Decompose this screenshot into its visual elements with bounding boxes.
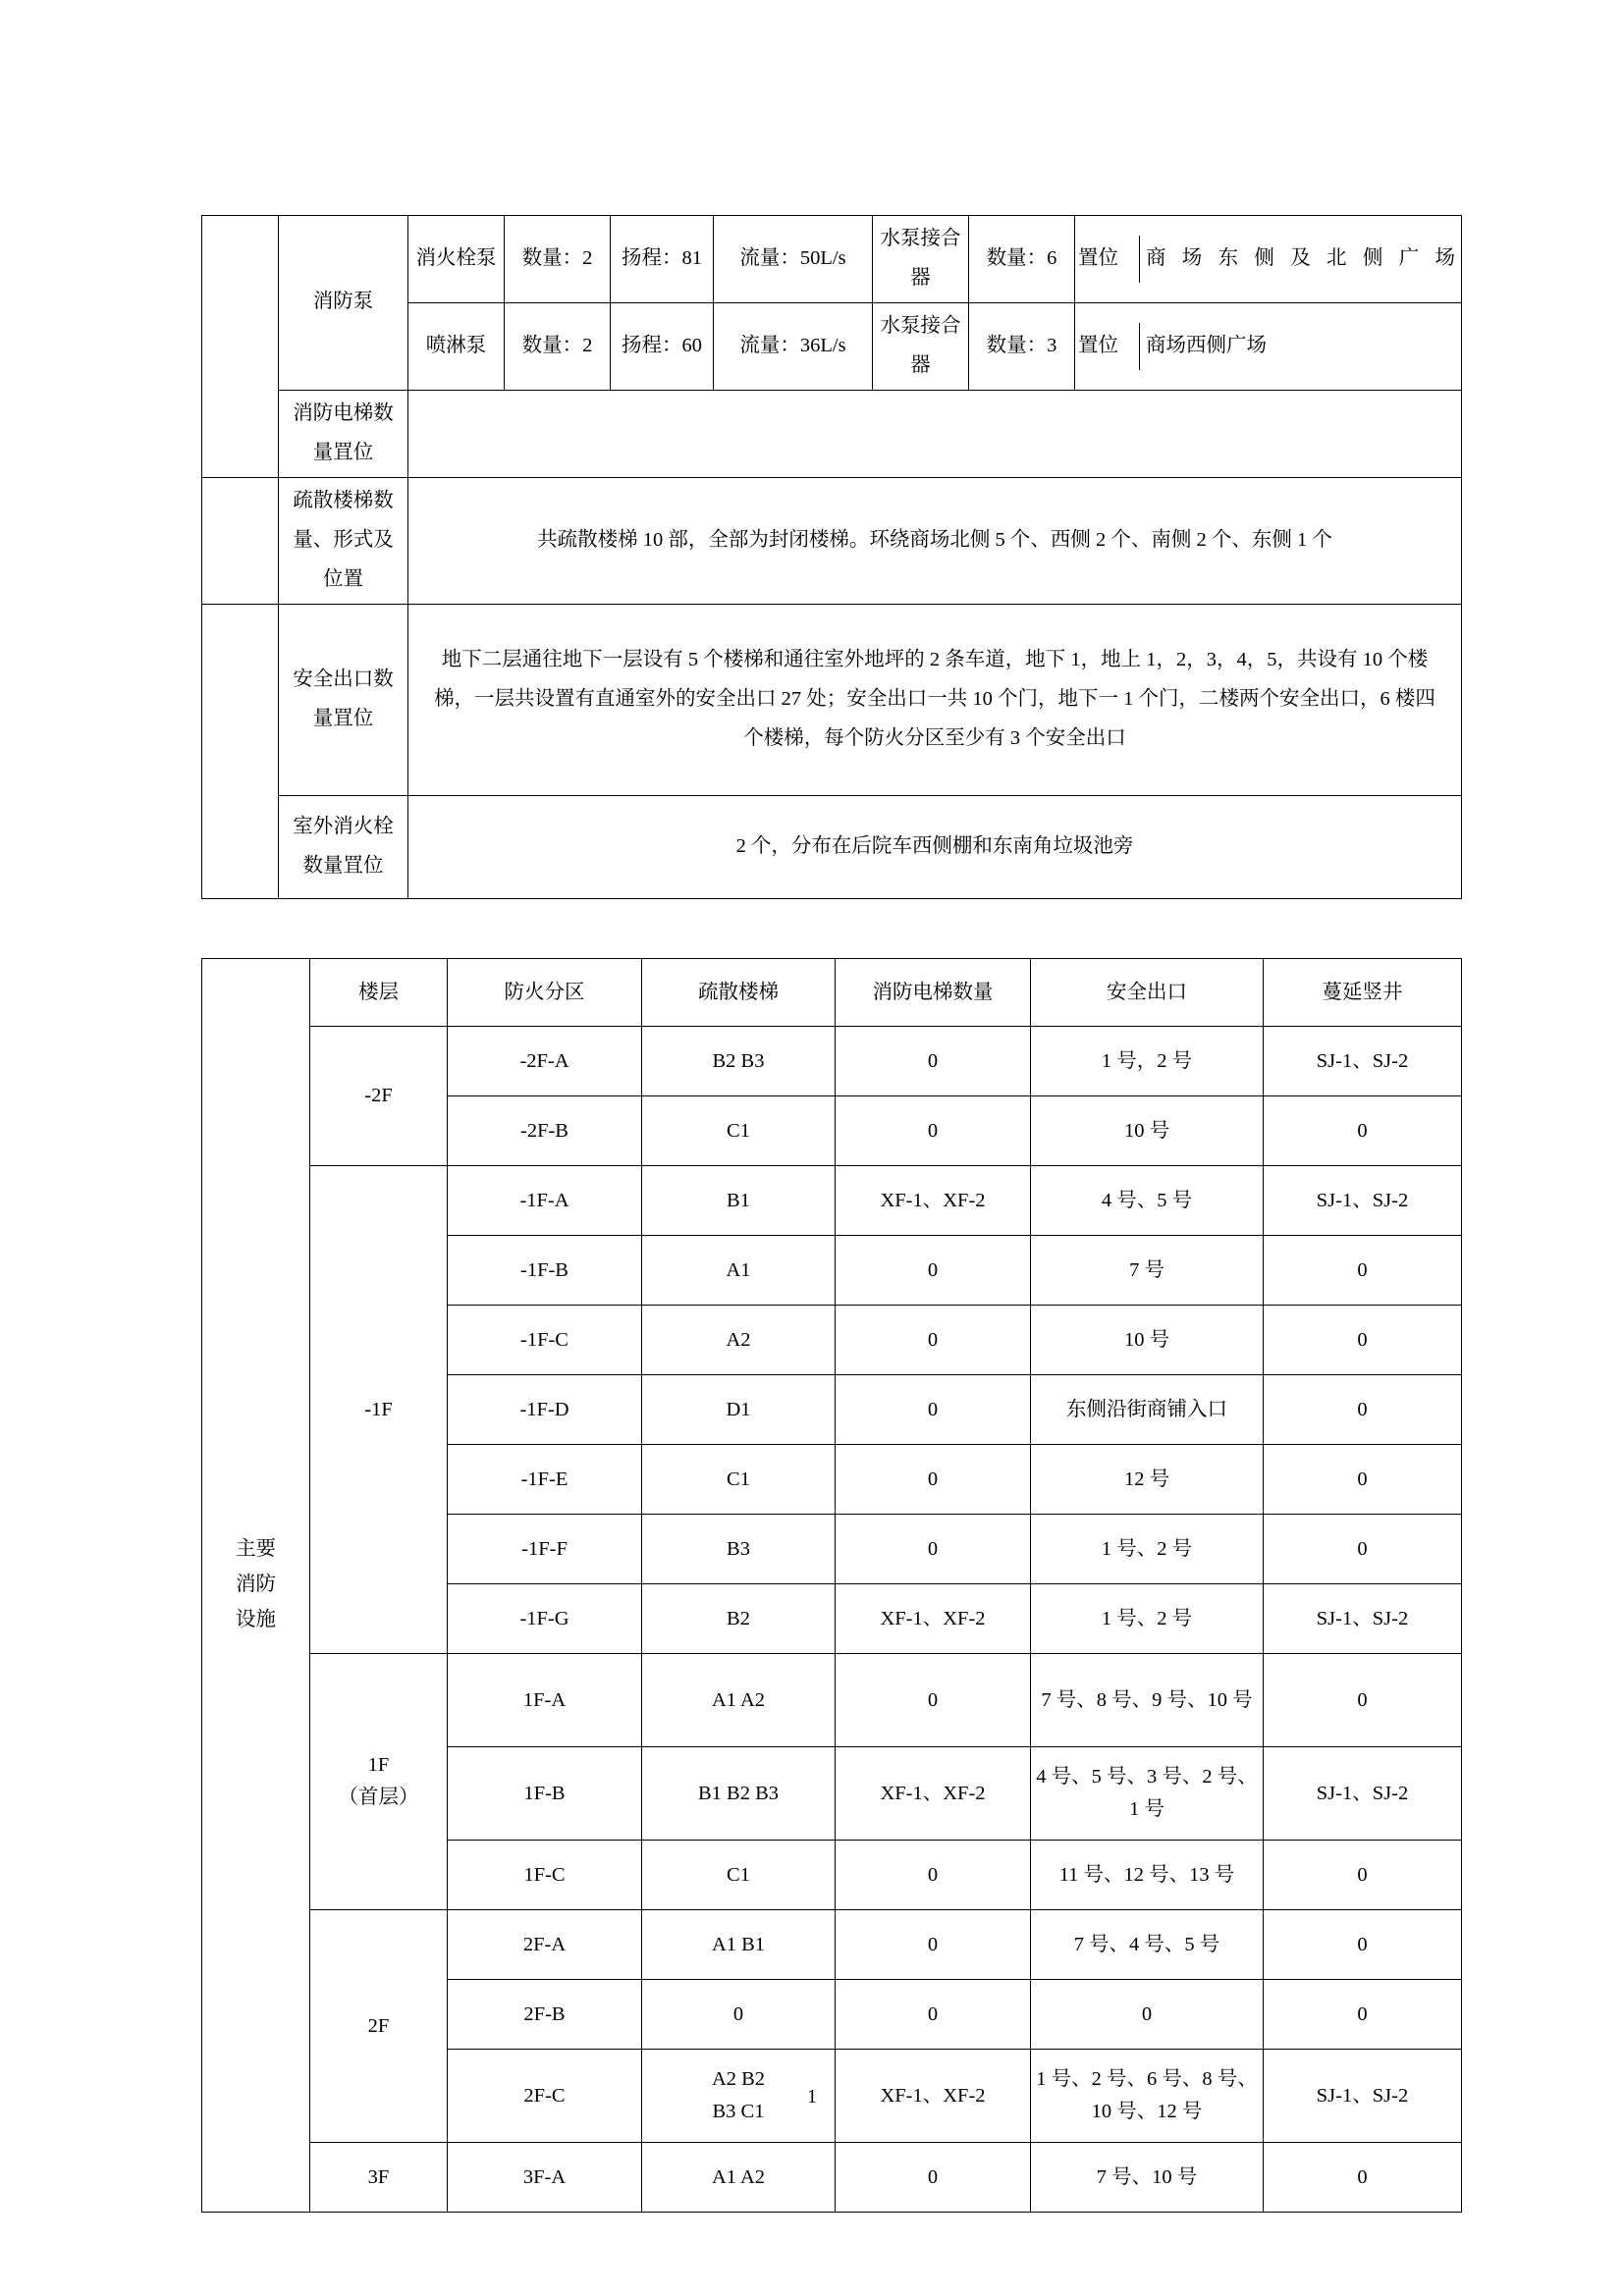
placement-label-hydrant: 置位 — [1075, 236, 1140, 283]
elevator-cell: 0 — [836, 1980, 1031, 2050]
zone-cell: 2F-C — [448, 2050, 642, 2143]
pump-placement-hydrant — [1075, 216, 1462, 303]
floor-label--1f: -1F — [310, 1166, 448, 1654]
floor-zones-table — [201, 958, 1462, 2213]
col-header-safety-exit: 安全出口 — [1031, 959, 1264, 1027]
stairs-cell: A1 — [642, 1236, 836, 1306]
exit-cell: 4 号、5 号 — [1031, 1166, 1264, 1236]
row-value-evacuation-stairs: 共疏散楼梯 10 部，全部为封闭楼梯。环绕商场北侧 5 个、西侧 2 个、南侧 2 个、东侧 1 个 — [408, 477, 1462, 604]
exit-cell: 7 号、4 号、5 号 — [1031, 1910, 1264, 1980]
stairs-cell: B1 B2 B3 — [642, 1747, 836, 1841]
shaft-cell: 0 — [1264, 1841, 1462, 1910]
pump-flow-hydrant: 流量：50L/s — [714, 216, 873, 303]
shaft-cell: 0 — [1264, 1910, 1462, 1980]
floor-label-1f-line2: （首层） — [338, 1787, 419, 1808]
exit-cell: 10 号 — [1031, 1306, 1264, 1375]
shaft-cell: 0 — [1264, 2143, 1462, 2213]
stairs-cell: 0 — [642, 1980, 836, 2050]
exit-cell: 1 号，2 号 — [1031, 1027, 1264, 1096]
zone-cell: 2F-B — [448, 1980, 642, 2050]
zone-cell: 3F-A — [448, 2143, 642, 2213]
stairs-cell: A1 A2 — [642, 1654, 836, 1747]
table-header-row — [202, 959, 1462, 1027]
elevator-cell: XF-1、XF-2 — [836, 1166, 1031, 1236]
floor-label-3f: 3F — [310, 2143, 448, 2213]
table-row — [202, 477, 1462, 604]
shaft-cell: 0 — [1264, 1654, 1462, 1747]
table-row — [202, 2143, 1462, 2213]
facilities-left-blank-cell-2 — [202, 477, 279, 604]
pump-flow-sprinkler: 流量：36L/s — [714, 302, 873, 390]
row-label-safety-exits: 安全出口数量罝位 — [279, 604, 408, 795]
row-value-safety-exits: 地下二层通往地下一层设有 5 个楼梯和通往室外地坪的 2 条车道，地下 1，地上 1，2，3，4，5，共设有 10 个楼梯，一层共设置有直通室外的安全出口 27 处；安全出口一共 10 个门，地下一 1 个门，二楼两个安全出口，6 楼四个楼梯，每个防火分区至少有 3 个安全出口 — [408, 604, 1462, 795]
zone-cell: 1F-A — [448, 1654, 642, 1747]
row-label-fire-elevator: 消防电梯数量罝位 — [279, 390, 408, 477]
facilities-left-blank-cell-3 — [202, 604, 279, 898]
elevator-cell: 0 — [836, 1027, 1031, 1096]
exit-cell: 7 号 — [1031, 1236, 1264, 1306]
pump-connector-label-hydrant: 水泵接合器 — [873, 216, 969, 303]
elevator-cell: 0 — [836, 1445, 1031, 1515]
stairs-cell: A2 — [642, 1306, 836, 1375]
table-row — [202, 216, 1462, 303]
stairs-cell: C1 — [642, 1841, 836, 1910]
zone-cell: -1F-B — [448, 1236, 642, 1306]
stairs-cell: C1 — [642, 1096, 836, 1166]
stairs-cell: B2 — [642, 1584, 836, 1654]
pump-placement-sprinkler — [1075, 302, 1462, 390]
zone-cell: -1F-D — [448, 1375, 642, 1445]
section-label-main-fire-facilities: 主要消防设施 — [202, 959, 310, 2213]
table-row — [202, 604, 1462, 795]
pump-group-label: 消防泵 — [279, 216, 408, 391]
zone-cell: -1F-F — [448, 1515, 642, 1584]
floor-label-2f: 2F — [310, 1910, 448, 2143]
exit-cell: 1 号、2 号、6 号、8 号、10 号、12 号 — [1031, 2050, 1264, 2143]
elevator-cell: XF-1、XF-2 — [836, 1584, 1031, 1654]
exit-cell: 0 — [1031, 1980, 1264, 2050]
stairs-cell: B1 — [642, 1166, 836, 1236]
col-header-floor: 楼层 — [310, 959, 448, 1027]
table-row — [202, 390, 1462, 477]
table-row — [202, 795, 1462, 898]
facilities-left-blank-cell — [202, 216, 279, 478]
pump-connector-label-sprinkler: 水泵接合器 — [873, 302, 969, 390]
table-row — [202, 1654, 1462, 1747]
elevator-cell: XF-1、XF-2 — [836, 1747, 1031, 1841]
col-header-fire-elevator-count: 消防电梯数量 — [836, 959, 1031, 1027]
floor-label-1f-line1: 1F — [367, 1754, 390, 1777]
stairs-cell: D1 — [642, 1375, 836, 1445]
exit-cell: 10 号 — [1031, 1096, 1264, 1166]
pump-head-sprinkler: 扬程：60 — [611, 302, 714, 390]
zone-cell: -1F-G — [448, 1584, 642, 1654]
placement-label-sprinkler: 置位 — [1075, 323, 1140, 370]
elevator-cell: 0 — [836, 1096, 1031, 1166]
table-row — [202, 1027, 1462, 1096]
zone-cell: -1F-C — [448, 1306, 642, 1375]
pump-quantity-hydrant: 数量：2 — [505, 216, 611, 303]
shaft-cell: SJ-1、SJ-2 — [1264, 1166, 1462, 1236]
pump-name-hydrant: 消火栓泵 — [408, 216, 505, 303]
col-header-spread-shaft: 蔓延竖井 — [1264, 959, 1462, 1027]
page-number: 1 — [807, 2086, 817, 2108]
row-label-evacuation-stairs: 疏散楼梯数量、形式及位置 — [279, 477, 408, 604]
stairs-line1: A2 B2 — [711, 2068, 766, 2091]
shaft-cell: SJ-1、SJ-2 — [1264, 1747, 1462, 1841]
shaft-cell: 0 — [1264, 1306, 1462, 1375]
pump-connector-qty-sprinkler: 数量：3 — [969, 302, 1075, 390]
elevator-cell: 0 — [836, 1515, 1031, 1584]
fire-facilities-table — [201, 215, 1462, 899]
shaft-cell: 0 — [1264, 1096, 1462, 1166]
exit-cell: 7 号、8 号、9 号、10 号 — [1031, 1654, 1264, 1747]
zone-cell: 2F-A — [448, 1910, 642, 1980]
pump-name-sprinkler: 喷淋泵 — [408, 302, 505, 390]
placement-value-sprinkler: 商场西侧广场 — [1146, 334, 1267, 356]
elevator-cell: XF-1、XF-2 — [836, 2050, 1031, 2143]
table-row — [202, 1910, 1462, 1980]
exit-cell: 4 号、5 号、3 号、2 号、1 号 — [1031, 1747, 1264, 1841]
placement-value-hydrant: 商场东侧及北侧广场 — [1146, 246, 1455, 269]
stairs-cell: C1 — [642, 1445, 836, 1515]
elevator-cell: 0 — [836, 1306, 1031, 1375]
pump-connector-qty-hydrant: 数量：6 — [969, 216, 1075, 303]
elevator-cell: 0 — [836, 1841, 1031, 1910]
exit-cell: 东侧沿街商铺入口 — [1031, 1375, 1264, 1445]
zone-cell: 1F-B — [448, 1747, 642, 1841]
zone-cell: -1F-E — [448, 1445, 642, 1515]
pump-head-hydrant: 扬程：81 — [611, 216, 714, 303]
shaft-cell: 0 — [1264, 1445, 1462, 1515]
stairs-cell: B3 — [642, 1515, 836, 1584]
row-label-outdoor-hydrant: 室外消火栓数量罝位 — [279, 795, 408, 898]
floor-label--2f: -2F — [310, 1027, 448, 1166]
zone-cell: -1F-A — [448, 1166, 642, 1236]
shaft-cell: 0 — [1264, 1980, 1462, 2050]
zone-cell: -2F-A — [448, 1027, 642, 1096]
exit-cell: 7 号、10 号 — [1031, 2143, 1264, 2213]
stairs-cell: A1 B1 — [642, 1910, 836, 1980]
stairs-cell: A1 A2 — [642, 2143, 836, 2213]
col-header-evacuation-stairs: 疏散楼梯 — [642, 959, 836, 1027]
exit-cell: 11 号、12 号、13 号 — [1031, 1841, 1264, 1910]
shaft-cell: 0 — [1264, 1236, 1462, 1306]
stairs-cell: B2 B3 — [642, 1027, 836, 1096]
table-row — [202, 1166, 1462, 1236]
shaft-cell: SJ-1、SJ-2 — [1264, 1584, 1462, 1654]
shaft-cell: SJ-1、SJ-2 — [1264, 2050, 1462, 2143]
row-value-outdoor-hydrant: 2 个，分布在后院车西侧棚和东南角垃圾池旁 — [408, 795, 1462, 898]
row-value-fire-elevator — [408, 390, 1462, 477]
shaft-cell: 0 — [1264, 1375, 1462, 1445]
floor-label-1f — [310, 1654, 448, 1910]
elevator-cell: 0 — [836, 1375, 1031, 1445]
pump-quantity-sprinkler: 数量：2 — [505, 302, 611, 390]
exit-cell: 1 号、2 号 — [1031, 1584, 1264, 1654]
elevator-cell: 0 — [836, 1654, 1031, 1747]
elevator-cell: 0 — [836, 2143, 1031, 2213]
elevator-cell: 0 — [836, 1910, 1031, 1980]
zone-cell: 1F-C — [448, 1841, 642, 1910]
exit-cell: 1 号、2 号 — [1031, 1515, 1264, 1584]
elevator-cell: 0 — [836, 1236, 1031, 1306]
shaft-cell: 0 — [1264, 1515, 1462, 1584]
shaft-cell: SJ-1、SJ-2 — [1264, 1027, 1462, 1096]
stairs-line2: B3 C1 — [712, 2101, 765, 2122]
zone-cell: -2F-B — [448, 1096, 642, 1166]
exit-cell: 12 号 — [1031, 1445, 1264, 1515]
col-header-fire-zone: 防火分区 — [448, 959, 642, 1027]
